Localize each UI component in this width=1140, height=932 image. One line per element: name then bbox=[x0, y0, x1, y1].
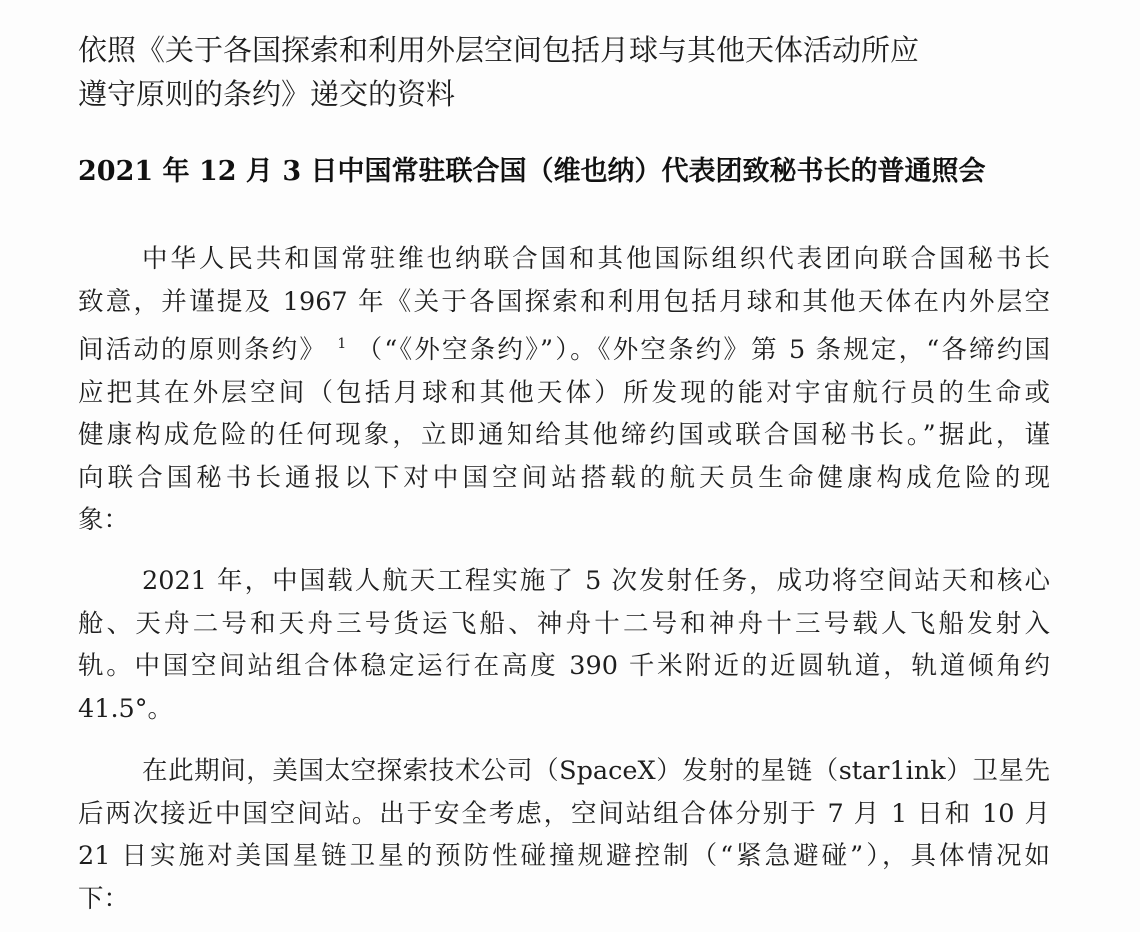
footnote-marker: 1 bbox=[337, 336, 347, 352]
paragraph-1 bbox=[78, 238, 1050, 542]
title-line-1: 依照《关于各国探索和利用外层空间包括月球与其他天体活动所应 bbox=[78, 33, 920, 67]
paragraph-line: 象： bbox=[78, 505, 130, 535]
paragraph-line-segment: （“《外空条约》”）。《外空条约》第 5 条规定，“各缔约国 bbox=[356, 335, 1050, 365]
paragraph-line: 应把其在外层空间（包括月球和其他天体）所发现的能对宇宙航行员的生命或 bbox=[78, 377, 1050, 408]
paragraph-line: 在此期间，美国太空探索技术公司（SpaceX）发射的星链（star1ink）卫星先 bbox=[142, 756, 1050, 786]
paragraph-line: 后两次接近中国空间站。出于安全考虑，空间站组合体分别于 7 月 1 日和 10 月 bbox=[78, 798, 1050, 829]
paragraph-line: 21 日实施对美国星链卫星的预防性碰撞规避控制（“紧急避碰”），具体情况如 bbox=[78, 841, 1050, 871]
paragraph-line: 致意，并谨提及 1967 年《关于各国探索和利用包括月球和其他天体在内外层空 bbox=[78, 286, 1050, 317]
paragraph-line: 舱、天舟二号和天舟三号货运飞船、神舟十二号和神舟十三号载人飞船发射入 bbox=[78, 608, 1050, 639]
paragraph-line: 2021 年，中国载人航天工程实施了 5 次发射任务，成功将空间站天和核心 bbox=[142, 566, 1050, 596]
paragraph-line: 下： bbox=[78, 883, 130, 914]
title-line-2: 遵守原则的条约》递交的资料 bbox=[78, 77, 456, 111]
document-title bbox=[78, 28, 1078, 116]
paragraph-line-segment: 间活动的原则条约》 bbox=[78, 335, 328, 365]
paragraph-line: 41.5°。 bbox=[78, 693, 174, 724]
paragraph-line: 向联合国秘书长通报以下对中国空间站搭载的航天员生命健康构成危险的现 bbox=[78, 462, 1050, 493]
paragraph-2 bbox=[78, 560, 1050, 730]
paragraph-3 bbox=[78, 750, 1050, 920]
paragraph-line bbox=[78, 323, 1050, 372]
note-verbale-heading: 2021 年 12 月 3 日中国常驻联合国（维也纳）代表团致秘书长的普通照会 bbox=[78, 156, 986, 187]
paragraph-line: 轨。中国空间站组合体稳定运行在高度 390 千米附近的近圆轨道，轨道倾角约 bbox=[78, 651, 1050, 681]
paragraph-line: 中华人民共和国常驻维也纳联合国和其他国际组织代表团向联合国秘书长 bbox=[142, 244, 1050, 274]
paragraph-line: 健康构成危险的任何现象，立即通知给其他缔约国或联合国秘书长。”据此，谨 bbox=[78, 420, 1050, 450]
